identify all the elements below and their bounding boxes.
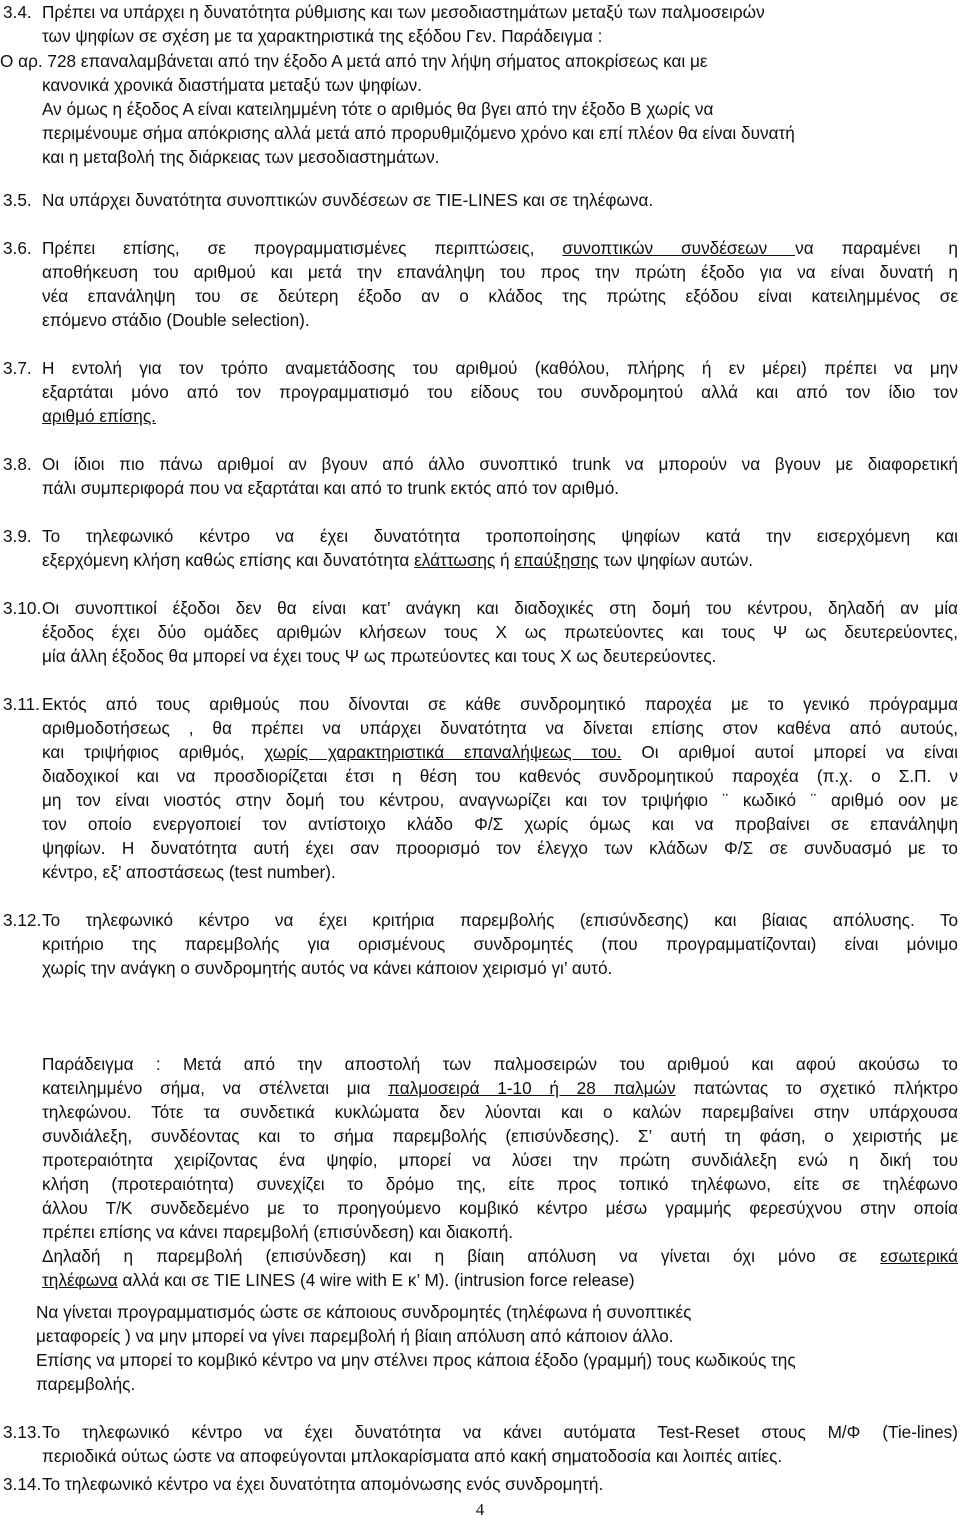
text-segment: Πρέπει επίσης, σε προγραμματισμένες περιπτώσεις, — [42, 238, 563, 258]
underlined-text: χωρίς χαρακτηριστικά επαναλήψεως του. — [264, 742, 622, 762]
section-text — [42, 188, 958, 212]
section-text — [0, 49, 958, 169]
text-line: περιμένουμε σήμα απόκρισης αλλά μετά από προρυθμιζόμενο χρόνο και επί πλέον θα είναι δυνατή — [42, 123, 795, 143]
section-number: 3.6. — [3, 238, 32, 258]
text-line: κέντρο, εξ’ αποστάσεως (test number). — [42, 862, 336, 882]
section-number: 3.8. — [3, 454, 32, 474]
text-line: επόμενο στάδιο (Double selection). — [42, 310, 310, 330]
text-segment: να παραμένει η — [795, 238, 958, 258]
section-number: 3.10. — [3, 598, 42, 618]
text-line: και η μεταβολή της διάρκειας των μεσοδιαστημάτων. — [42, 147, 440, 167]
section-text — [42, 356, 958, 428]
text-line — [42, 404, 958, 428]
section — [0, 1420, 960, 1468]
section-number: 3.13. — [3, 1422, 42, 1442]
section-number: 3.14. — [3, 1474, 42, 1494]
text-line: Ο αρ. 728 επαναλαμβάνεται από την έξοδο Α μετά από την λήψη σήματος αποκρίσεως και με — [0, 51, 708, 71]
text-line: Επίσης να μπορεί το κομβικό κέντρο να μην στέλνει προς κάποια έξοδο (γραμμή) τους κωδικούς της — [36, 1350, 796, 1370]
text-line — [42, 236, 958, 260]
text-line: τον οποίο ενεργοποιεί τον αντίστοιχο κλάδο Φ/Σ χωρίς όμως και να προβαίνει σε επανάληψη — [42, 814, 958, 834]
text-line — [42, 1268, 958, 1292]
text-segment: κατειλημμένο σήμα, να στέλνεται μια — [42, 1078, 389, 1098]
section — [0, 1300, 960, 1396]
section-text — [42, 236, 958, 332]
text-line: Το τηλεφωνικό κέντρο να έχει δυνατότητα τροποποίησης ψηφίων κατά την εισερχόμενη και — [42, 526, 958, 546]
text-segment: και τριψήφιος αριθμός, — [42, 742, 265, 762]
text-line: περιοδικά ούτως ώστε να αποφεύγονται μπλοκαρίσματα από κακή σηματοδοσία και λοιπές αιτίες. — [42, 1446, 783, 1466]
text-line: ψηφίων. Η δυνατότητα αυτή έχει σαν προορισμό τον έλεγχο των κλάδων Φ/Σ σε συνδυασμό με το — [42, 838, 958, 858]
page-number: 4 — [475, 1500, 485, 1519]
section — [0, 356, 960, 428]
section — [0, 452, 960, 500]
text-line: Η εντολή για τον τρόπο αναμετάδοσης του αριθμού (καθόλου, πλήρης ή εν μέρει) πρέπει να μην — [42, 358, 958, 378]
text-line: τηλεφώνου. Τότε τα συνδετικά κυκλώματα δεν λύονται και ο καλών παρεμβαίνει στην υπάρχουσα — [42, 1102, 958, 1122]
section — [0, 1052, 960, 1292]
text-line: εξαρτάται μόνο από τον προγραμματισμό του είδους του συνδρομητού αλλά και από τον ίδιο τον — [42, 382, 958, 402]
section — [0, 908, 960, 980]
text-line: Αν όμως η έξοδος Α είναι κατειλημμένη τότε ο αριθμός θα βγει από την έξοδο Β χωρίς να — [42, 99, 714, 119]
section-number: 3.12. — [3, 910, 42, 930]
underlined-text: επαύξησης — [514, 550, 599, 570]
section-text — [42, 692, 958, 884]
text-segment: πατώντας το σχετικό πλήκτρο — [675, 1078, 958, 1098]
section-number: 3.11. — [3, 694, 40, 714]
text-line: παρεμβολής. — [36, 1374, 136, 1394]
text-line — [42, 740, 958, 764]
section — [0, 188, 960, 212]
section-text — [42, 1420, 958, 1468]
text-line: κλήση (προτεραιότητα) συνεχίζει το δρόμο της, είτε προς τοπικό τηλέφωνο, είτε σε τηλέφωνο — [42, 1174, 958, 1194]
section-number: 3.9. — [3, 526, 32, 546]
section-number: 3.7. — [3, 358, 32, 378]
section-text — [42, 596, 958, 668]
section-text — [42, 1052, 958, 1292]
text-line: μία άλλη έξοδος θα μπορεί να έχει τους Ψ ως πρωτεύοντες και τους Χ ως δευτερεύοντες. — [42, 646, 717, 666]
section — [0, 236, 960, 332]
text-segment: Οι αριθμοί αυτοί μπορεί να είναι — [621, 742, 958, 762]
text-line: μεταφορείς ) να μην μπορεί να γίνει παρεμβολή ή βίαιη απόλυση από κάποιον άλλο. — [36, 1326, 674, 1346]
text-line: έξοδος έχει δύο ομάδες αριθμών κλήσεων τους Χ ως πρωτεύοντες και τους Ψ ως δευτερεύοντες, — [42, 622, 958, 642]
underlined-text: αριθμό επίσης. — [42, 406, 156, 426]
text-line: Να γίνεται προγραμματισμός ώστε σε κάποιους συνδρομητές (τηλέφωνα ή συνοπτικές — [36, 1302, 692, 1322]
text-line: Το τηλεφωνικό κέντρο να έχει δυνατότητα να κάνει αυτόματα Test-Reset στους Μ/Φ (Tie-lines) — [42, 1422, 958, 1442]
section-text — [42, 908, 958, 980]
text-segment: Δηλαδή η παρεμβολή (επισύνδεση) και η βίαιη απόλυση να γίνεται όχι μόνο σε — [42, 1246, 881, 1266]
text-line — [42, 548, 958, 572]
text-line: πρέπει επίσης να κάνει παρεμβολή (επισύνδεση) και διακοπή. — [42, 1222, 514, 1242]
text-line: προτεραιότητα χειρίζοντας ένα ψηφίο, μπορεί να λύσει την πρώτη συνδιάλεξη ενώ η δική του — [42, 1150, 958, 1170]
section-number: 3.4. — [3, 2, 32, 22]
text-line: διαδοχικοί και να προσδιορίζεται έτσι η θέση του καθενός συνδρομητικού παροχέα (π.χ. ο Σ.Π. ν — [42, 766, 958, 786]
text-line: χωρίς την ανάγκη ο συνδρομητής αυτός να κάνει κάποιον χειρισμό γι’ αυτό. — [42, 958, 613, 978]
underlined-text: εσωτερικά — [880, 1246, 958, 1266]
text-line: πάλι συμπεριφορά που να εξαρτάται και από το trunk εκτός από τον αριθμό. — [42, 478, 620, 498]
text-line: νέα επανάληψη του σε δεύτερη έξοδο αν ο κλάδος της πρώτης εξόδου είναι κατειλημμένος σε — [42, 286, 958, 306]
text-line: Οι ίδιοι πιο πάνω αριθμοί αν βγουν από άλλο συνοπτικό trunk να μπορούν να βγουν με διαφορετική — [42, 454, 958, 474]
underlined-text: συνοπτικών συνδέσεων — [562, 238, 796, 258]
section-text — [36, 1300, 958, 1396]
underlined-text: τηλέφωνα — [42, 1270, 118, 1290]
text-line: Πρέπει να υπάρχει η δυνατότητα ρύθμισης και των μεσοδιαστημάτων μεταξύ των παλμοσειρών — [42, 2, 765, 22]
underlined-text: ελάττωσης — [414, 550, 496, 570]
text-line: συνδιάλεξη, συνδέοντας και το σήμα παρεμβολής (επισύνδεσης). Σ’ αυτή τη φάση, ο χειριστής με — [42, 1126, 958, 1146]
section-text — [42, 452, 958, 500]
text-line: κανονικά χρονικά διαστήματα μεταξύ των ψηφίων. — [42, 75, 423, 95]
section — [0, 596, 960, 668]
section-number: 3.5. — [3, 190, 32, 210]
text-segment: των ψηφίων αυτών. — [598, 550, 754, 570]
text-line — [42, 1076, 958, 1100]
text-line: Το τηλεφωνικό κέντρο να έχει κριτήρια παρεμβολής (επισύνδεσης) και βίαιας απόλυσης. Το — [42, 910, 958, 930]
text-line: Το τηλεφωνικό κέντρο να έχει δυνατότητα απομόνωσης ενός συνδρομητή. — [42, 1474, 604, 1494]
text-line: των ψηφίων σε σχέση με τα χαρακτηριστικά της εξόδου Γεν. Παράδειγμα : — [42, 26, 603, 46]
text-line: άλλου Τ/Κ συνδεδεμένο με το προηγούμενο κομβικό κέντρο μέσω γραμμής φερεσύχνου στην οποία — [42, 1198, 958, 1218]
text-line: Να υπάρχει δυνατότητα συνοπτικών συνδέσεων σε TIE-LINES και σε τηλέφωνα. — [42, 190, 654, 210]
text-segment: εξερχόμενη κλήση καθώς επίσης και δυνατότητα — [42, 550, 415, 570]
text-line: κριτήριο της παρεμβολής για ορισμένους συνδρομητές (που προγραμματίζονται) είναι μόνιμο — [42, 934, 958, 954]
text-line: Εκτός από τους αριθμούς που δίνονται σε κάθε συνδρομητικό παροχέα με το γενικό πρόγραμμα — [42, 694, 958, 714]
text-line — [42, 1244, 958, 1268]
text-line: αποθήκευση του αριθμού και μετά την επανάληψη του προς την πρώτη έξοδο για να είναι δυνατή η — [42, 262, 958, 282]
section-text — [42, 0, 958, 48]
text-line: μη τον είναι νιοστός στην δομή του κέντρου, αναγνωρίζει και τον τριψήφιο ¨ κωδικό ¨ αριθμό οον με — [42, 790, 958, 810]
text-line: Παράδειγμα : Μετά από την αποστολή των παλμοσειρών του αριθμού και αφού ακούσω το — [42, 1054, 958, 1074]
text-line: αριθμοδοτήσεως , θα πρέπει να υπάρχει δυνατότητα να δίνεται επίσης στον καθένα από αυτούς, — [42, 718, 958, 738]
section-text — [42, 1472, 958, 1496]
text-segment: αλλά και σε TIE LINES (4 wire with E κ’ M). (intrusion force release) — [117, 1270, 635, 1290]
section-text — [42, 524, 958, 572]
underlined-text: παλμοσειρά 1-10 ή 28 παλμών — [388, 1078, 676, 1098]
section — [0, 1472, 960, 1496]
section — [0, 692, 960, 884]
section — [0, 0, 960, 48]
section — [0, 524, 960, 572]
section — [0, 49, 960, 169]
text-segment: ή — [495, 550, 515, 570]
text-line: Οι συνοπτικοί έξοδοι δεν θα είναι κατ’ ανάγκη και διαδοχικές στη δομή του κέντρου, δηλαδή αν μία — [42, 598, 958, 618]
